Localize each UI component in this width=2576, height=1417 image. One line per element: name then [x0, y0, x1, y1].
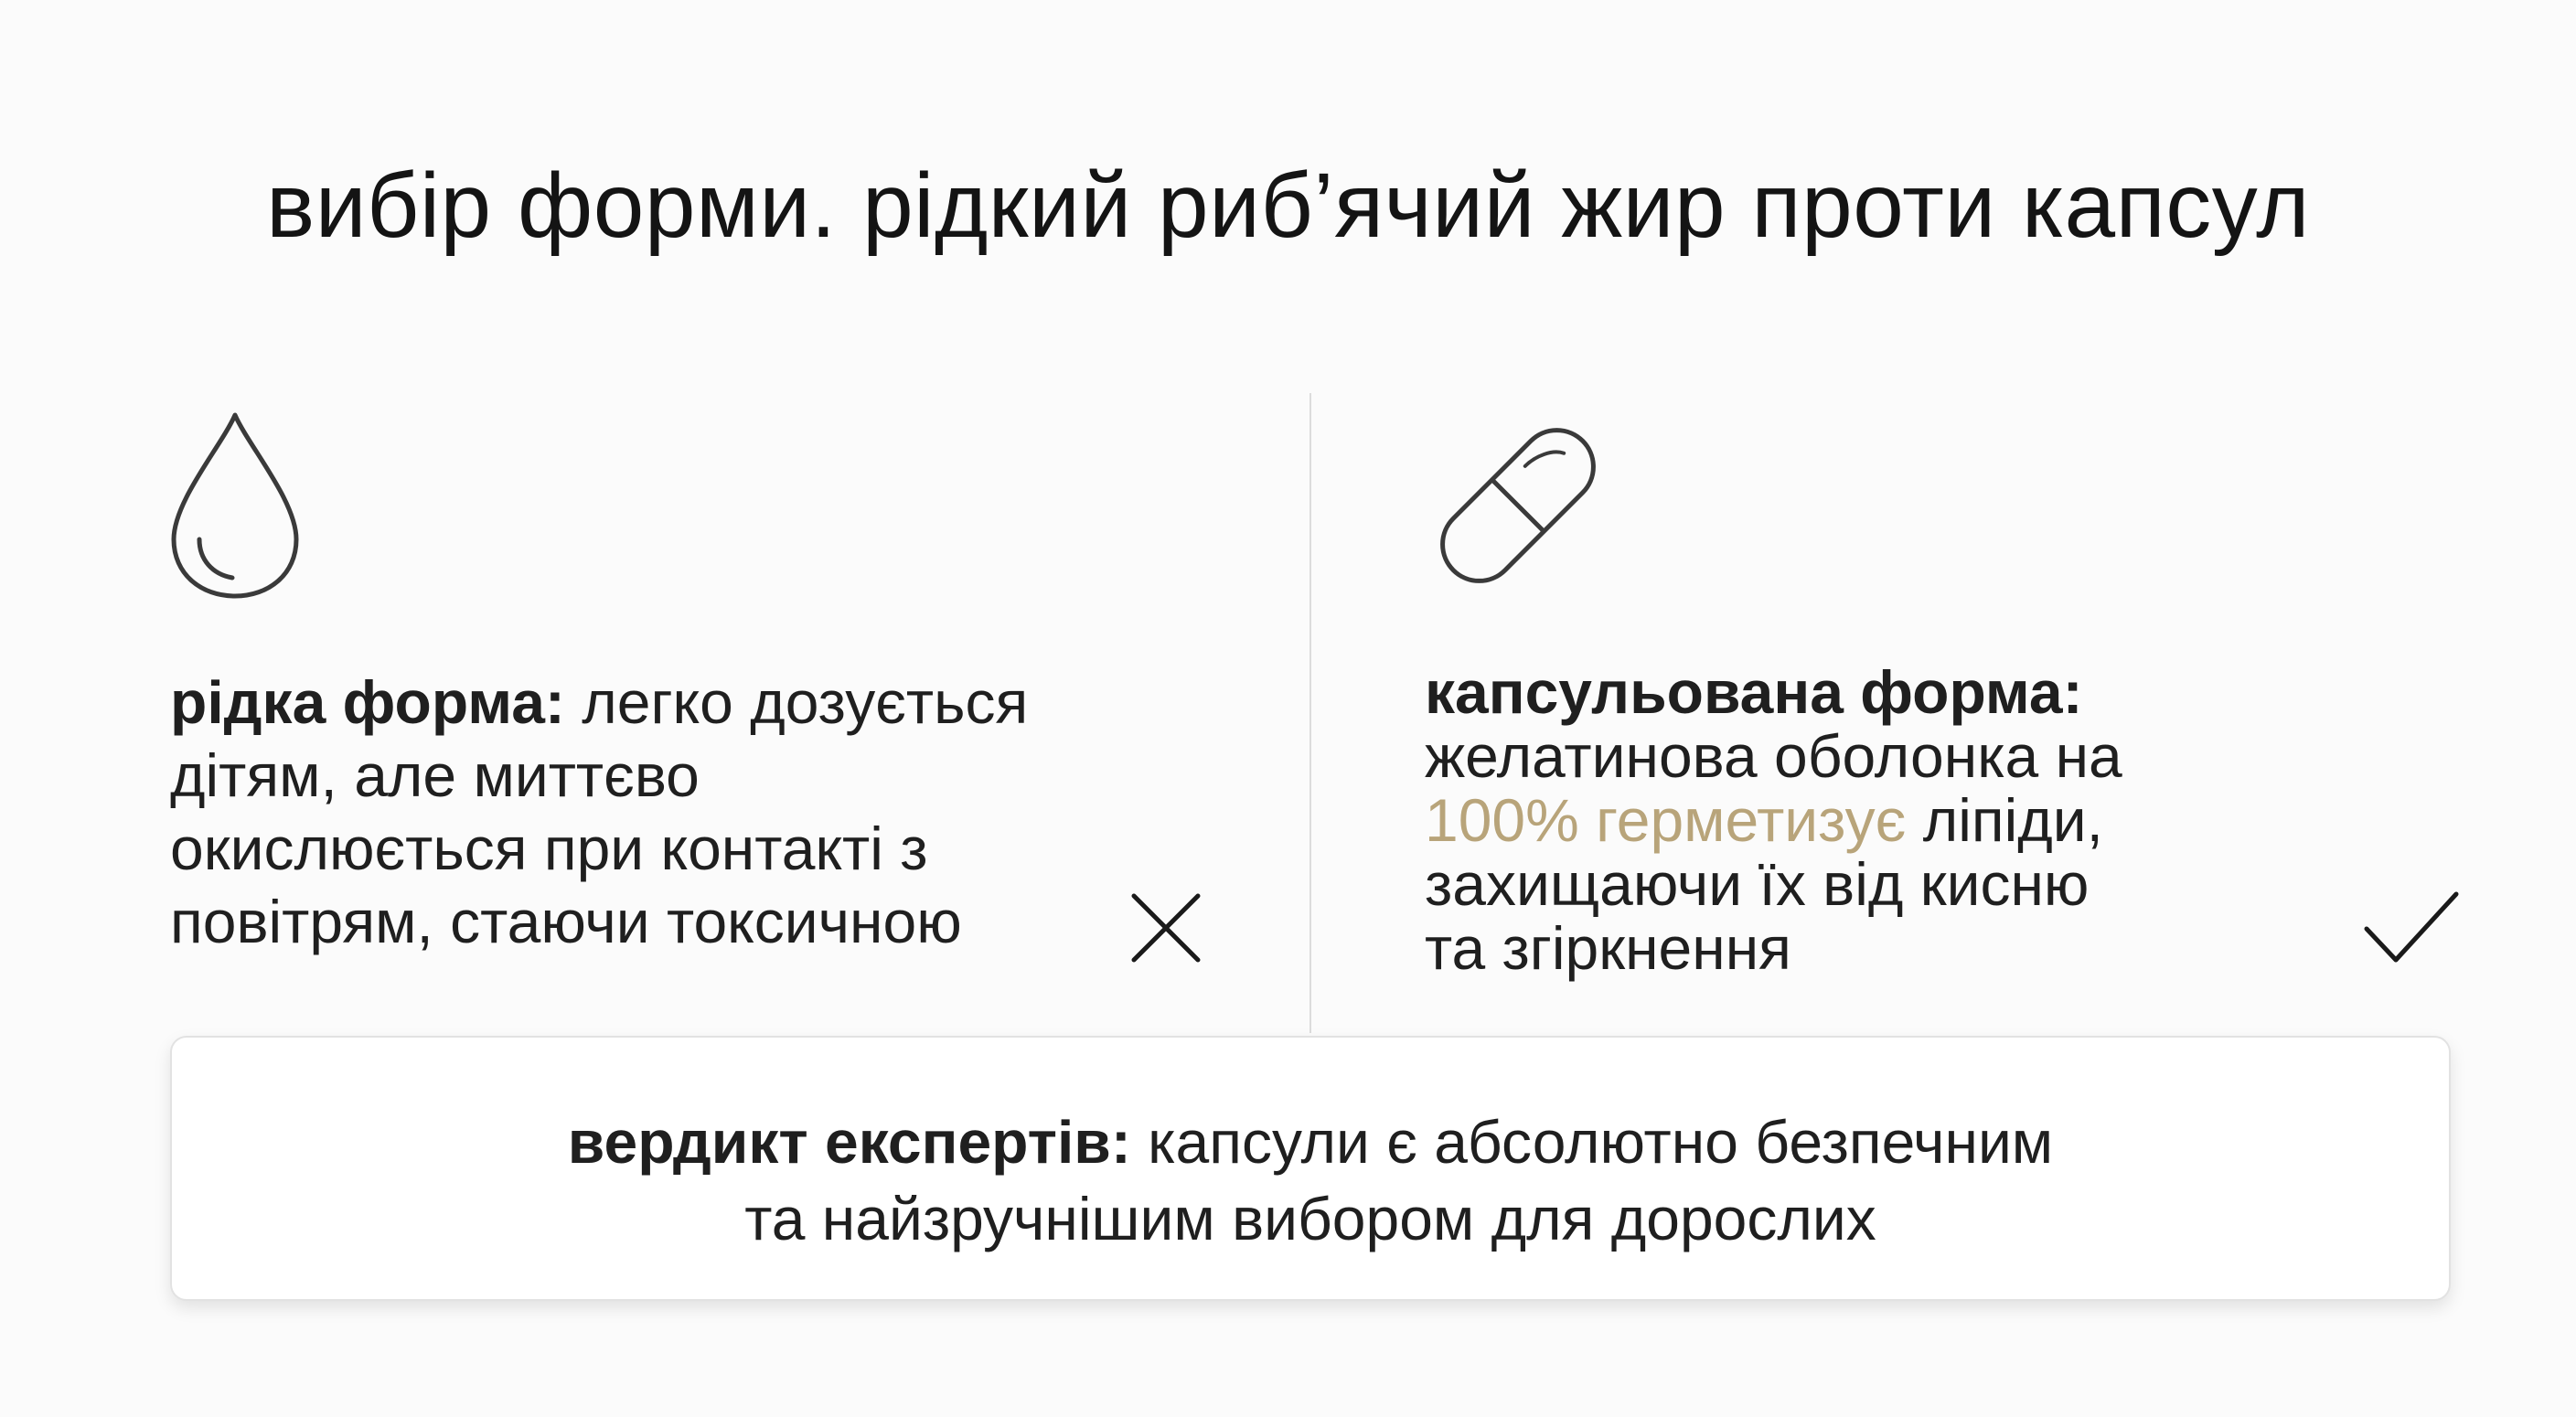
- capsule-form-text-3: захищаючи їх від кисню: [1425, 850, 2090, 918]
- liquid-form-text-3: окислюється при контакті з: [170, 815, 928, 882]
- cross-icon: [1125, 887, 1207, 969]
- check-icon: [2361, 887, 2462, 969]
- liquid-form-description: [170, 666, 1085, 958]
- capsule-form-text-2: ліпіди,: [1906, 786, 2103, 854]
- liquid-form-text-2: дітям, але миттєво: [170, 741, 700, 809]
- verdict-line-2: та найзручнішим вибором для дорослих: [744, 1185, 1876, 1252]
- verdict-text: [172, 1103, 2449, 1257]
- liquid-form-text-4: повітрям, стаючи токсичною: [170, 888, 962, 955]
- capsule-form-description: [1425, 660, 2229, 980]
- verdict-box: [170, 1036, 2451, 1301]
- drop-icon: [166, 410, 304, 602]
- liquid-form-text-1: легко дозується: [564, 668, 1029, 736]
- capsule-form-text-1: желатинова оболонка на: [1425, 722, 2122, 790]
- capsule-form-lead: капсульована форма:: [1425, 658, 2083, 726]
- column-divider: [1309, 393, 1311, 1033]
- verdict-line-1: капсули є абсолютно безпечним: [1130, 1108, 2054, 1176]
- verdict-lead: вердикт експертів:: [567, 1108, 1131, 1176]
- capsule-form-highlight: 100% герметизує: [1425, 786, 1907, 854]
- page-title: вибір форми. рідкий риб’ячий жир проти капсул: [266, 154, 2310, 257]
- liquid-form-lead: рідка форма:: [170, 668, 565, 736]
- capsule-icon: [1417, 410, 1619, 602]
- capsule-form-text-4: та згіркнення: [1425, 914, 1791, 982]
